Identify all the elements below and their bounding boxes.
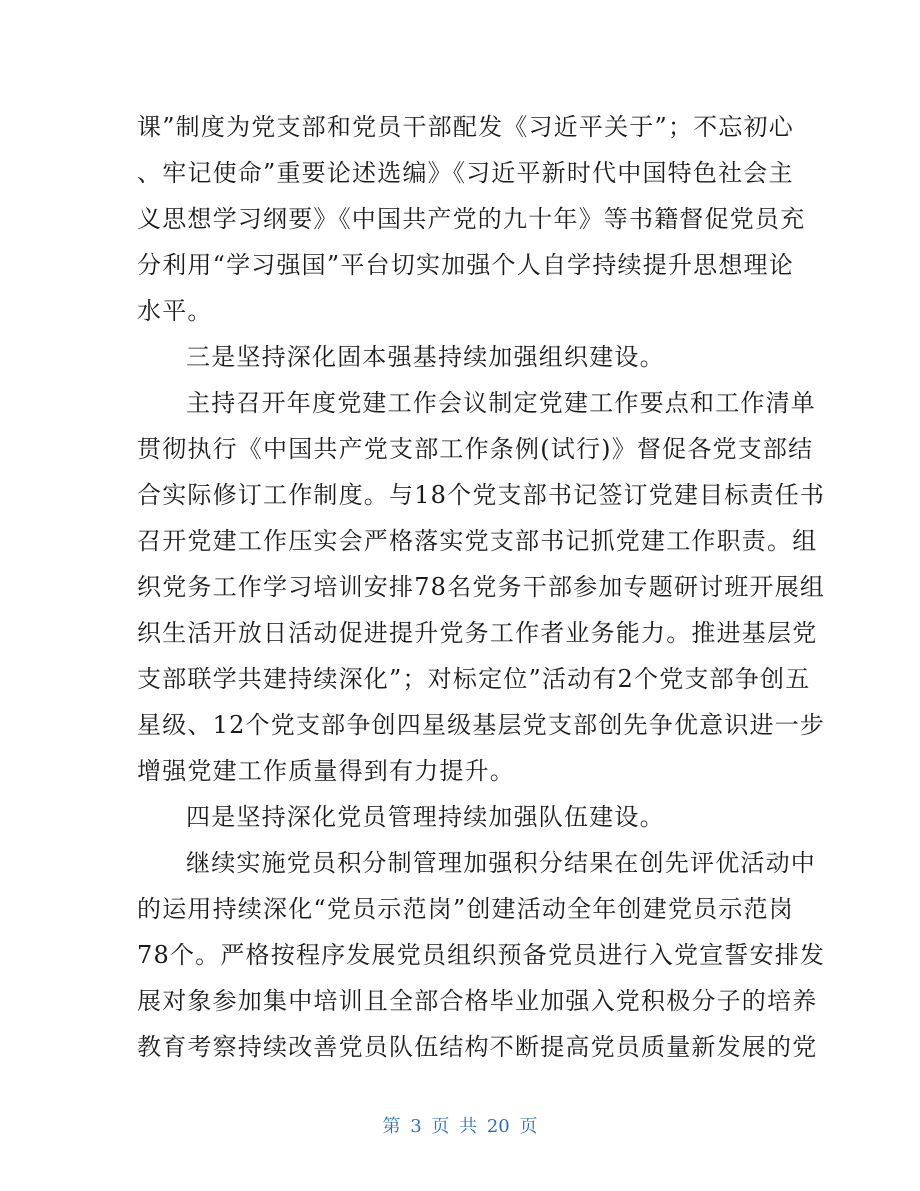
paragraph-start: 主持召开年度党建工作会议制定党建工作要点和工作清单 [186, 389, 816, 417]
text-line: 义思想学习纲要》《中国共产党的九十年》等书籍督促党员充 [137, 205, 806, 233]
section-heading: 四是坚持深化党员管理持续加强队伍建设。 [186, 803, 665, 831]
text-line: 的运用持续深化“党员示范岗”创建活动全年创建党员示范岗 [137, 895, 794, 923]
text-line: 课”制度为党支部和党员干部配发《习近平关于”；不忘初心 [137, 113, 794, 141]
page-number-footer: 第 3 页 共 20 页 [382, 1116, 538, 1137]
text-line: 织党务工作学习培训安排78名党务干部参加专题研讨班开展组 [137, 573, 826, 601]
text-line: 展对象参加集中培训且全部合格毕业加强入党积极分子的培养 [137, 987, 818, 1015]
text-line: 星级、12个党支部争创四星级基层党支部创先争优意识进一步 [137, 711, 826, 739]
paragraph-start: 继续实施党员积分制管理加强积分结果在创先评优活动中 [186, 849, 816, 877]
text-line: 合实际修订工作制度。与18个党支部书记签订党建目标责任书 [137, 481, 826, 509]
text-line: 支部联学共建持续深化”；对标定位”活动有2个党支部争创五 [137, 665, 811, 693]
text-line: 78个。严格按程序发展党员组织预备党员进行入党宣誓安排发 [137, 941, 826, 969]
text-line: 、牢记使命”重要论述选编》《习近平新时代中国特色社会主 [137, 159, 794, 187]
section-heading: 三是坚持深化固本强基持续加强组织建设。 [186, 343, 665, 371]
text-line: 教育考察持续改善党员队伍结构不断提高党员质量新发展的党 [137, 1033, 818, 1061]
text-line: 水平。 [137, 297, 213, 325]
text-line: 召开党建工作压实会严格落实党支部书记抓党建工作职责。组 [137, 527, 818, 555]
text-line: 织生活开放日活动促进提升党务工作者业务能力。推进基层党 [137, 619, 818, 647]
text-line: 分利用“学习强国”平台切实加强个人自学持续提升思想理论 [137, 251, 794, 279]
document-body [137, 104, 826, 1070]
text-line: 增强党建工作质量得到有力提升。 [137, 757, 515, 785]
text-line: 贯彻执行《中国共产党支部工作条例(试行)》督促各党支部结 [137, 435, 814, 463]
